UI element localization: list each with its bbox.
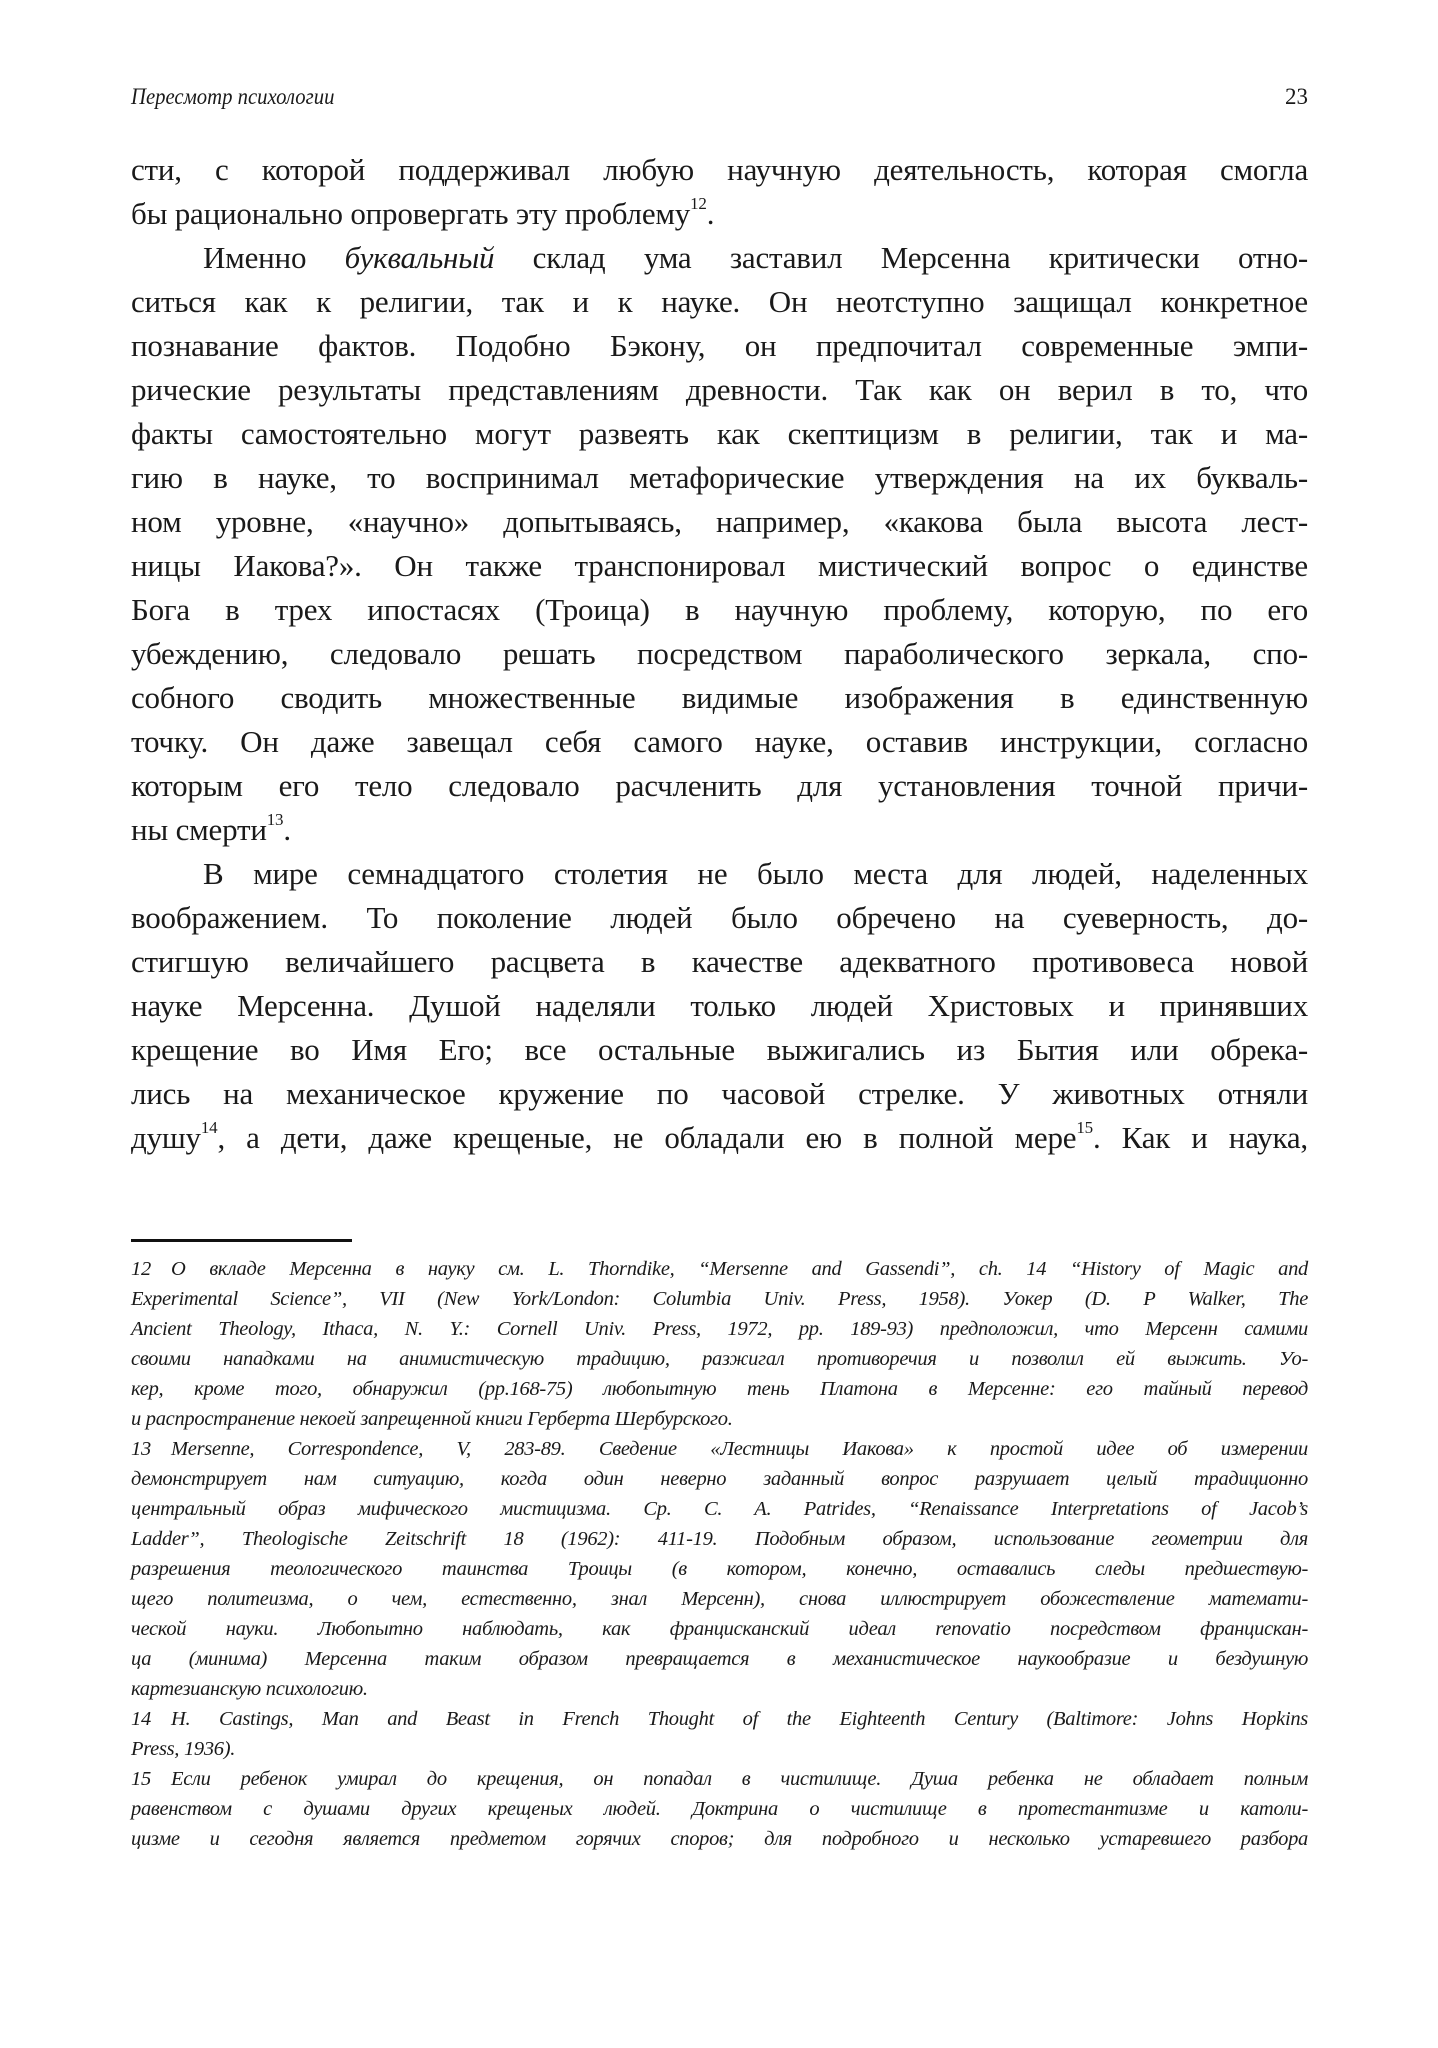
footnote-line: [131, 1674, 1308, 1704]
footnote-line: [131, 1344, 1308, 1374]
line-text: стигшую величайшего расцвета в качестве адекватного противовеса новой: [131, 944, 1308, 979]
footnote-text: кер, кроме того, обнаружил (pp.168-75) любопытную тень Платона в Мерсенне: его тайный перевод: [131, 1378, 1308, 1400]
footnote-text: Mersenne, Correspondence, V, 283-89. Сведение «Лестницы Иакова» к простой идее об измерении: [171, 1438, 1308, 1460]
line-inner: [131, 1116, 1308, 1160]
line-text: ном уровне, «научно» допытываясь, например, «какова была высота лест-: [131, 504, 1308, 539]
line-inner: [131, 1584, 1308, 1614]
line-text: бы рационально опровергать эту проблему: [131, 196, 691, 231]
body-line: [131, 1028, 1308, 1072]
footnote-ref[interactable]: 14: [200, 1117, 218, 1137]
line-text: воображением. То поколение людей было обречено на суеверность, до-: [131, 900, 1308, 935]
footnote-text: своими нападками на анимистическую традицию, разжигал противоречия и позволил ей выжить. Уо-: [131, 1348, 1308, 1370]
page-number: 23: [1285, 84, 1308, 109]
footnote-text: щего политеизма, о чем, естественно, знал Мерсенн), снова иллюстрирует обожествление математи-: [131, 1588, 1308, 1610]
line-inner: [131, 192, 714, 236]
line-inner: [131, 1434, 1308, 1464]
line-inner: [131, 280, 1308, 324]
line-inner: [131, 1314, 1308, 1344]
line-inner: [131, 1824, 1308, 1854]
footnote-text: Ancient Theology, Ithaca, N. Y.: Cornell Univ. Press, 1972, pp. 189-93) предположил, что Мерсенн самими: [131, 1318, 1308, 1340]
line-inner: [131, 456, 1308, 500]
line-text: лись на механическое кружение по часовой стрелке. У животных отняли: [131, 1076, 1308, 1111]
line-inner: [131, 764, 1308, 808]
line-text: Именно: [203, 240, 345, 275]
line-text: науке Мерсенна. Душой наделяли только людей Христовых и принявших: [131, 988, 1308, 1023]
line-inner: [203, 852, 1308, 896]
line-text: душу: [131, 1120, 201, 1155]
body-line: [131, 148, 1308, 192]
line-inner: [131, 1464, 1308, 1494]
footnote-ref[interactable]: 15: [1076, 1117, 1093, 1137]
line-text: сти, с которой поддерживал любую научную деятельность, которая смогла: [131, 152, 1308, 187]
footnote-text: H. Castings, Man and Beast in French Thought of the Eighteenth Century (Baltimore: Johns Hopkins: [171, 1708, 1308, 1730]
body-line: [131, 632, 1308, 676]
footnote-text: и распространение некоей запрещенной книги Герберта Шербурского.: [131, 1408, 733, 1430]
body-line: [131, 676, 1308, 720]
body-line: [131, 896, 1308, 940]
body-line: [131, 368, 1308, 412]
line-text: крещение во Имя Его; все остальные выжигались из Бытия или обрека-: [131, 1032, 1308, 1067]
footnote-text: О вкладе Мерсенна в науку см. L. Thorndike, “Mersenne and Gassendi”, ch. 14 “History of Magic and: [171, 1258, 1308, 1280]
body-line: [131, 500, 1308, 544]
line-inner: [131, 984, 1308, 1028]
line-text: . Как и наука,: [1092, 1120, 1308, 1155]
footnote-line: [131, 1554, 1308, 1584]
body-line: [131, 984, 1308, 1028]
line-inner: [131, 500, 1308, 544]
line-text: которым его тело следовало расчленить для установления точной причи-: [131, 768, 1308, 803]
line-inner: [131, 368, 1308, 412]
footnote-line: [131, 1704, 1308, 1734]
body-line: [131, 456, 1308, 500]
body-line: [131, 412, 1308, 456]
line-text: собного сводить множественные видимые изображения в единственную: [131, 680, 1308, 715]
line-inner: [203, 236, 1308, 280]
footnote-ref[interactable]: 12: [690, 193, 707, 213]
line-inner: [131, 940, 1308, 984]
footnote-line: [131, 1374, 1308, 1404]
footnote-text: центральный образ мифического мистицизма. Ср. C. A. Patrides, “Renaissance Interpretations of Jacob’s: [131, 1498, 1308, 1520]
line-text: гию в науке, то воспринимал метафорические утверждения на их букваль-: [131, 460, 1308, 495]
footnotes: [131, 1254, 1308, 1854]
body-line: [131, 808, 1308, 852]
line-inner: [131, 1344, 1308, 1374]
body-line: [131, 940, 1308, 984]
footnote-line: [131, 1794, 1308, 1824]
line-text: .: [283, 812, 291, 847]
line-inner: [131, 1524, 1308, 1554]
footnote-number: 13: [131, 1438, 151, 1460]
footnote-ref[interactable]: 13: [266, 809, 284, 829]
line-inner: [131, 1028, 1308, 1072]
line-text: убеждению, следовало решать посредством параболического зеркала, спо-: [131, 636, 1308, 671]
line-text: В мире семнадцатого столетия не было места для людей, наделенных: [203, 856, 1308, 891]
line-inner: [131, 544, 1308, 588]
line-text: ситься как к религии, так и к науке. Он неотступно защищал конкретное: [131, 284, 1308, 319]
line-inner: [131, 1072, 1308, 1116]
body-text: [131, 148, 1308, 1160]
footnote-text: разрешения теологического таинства Троицы (в котором, конечно, оставались следы предшествую-: [131, 1558, 1308, 1580]
footnote-text: ца (минима) Мерсенна таким образом превращается в механистическое наукообразие и бездушную: [131, 1648, 1308, 1670]
line-inner: [131, 676, 1308, 720]
line-inner: [131, 588, 1308, 632]
footnote-line: [131, 1734, 1308, 1764]
footnote-line: [131, 1494, 1308, 1524]
footnote-separator: [131, 1239, 352, 1242]
body-line: [131, 192, 1308, 236]
footnote-line: [131, 1584, 1308, 1614]
footnote-line: [131, 1824, 1308, 1854]
line-inner: [131, 632, 1308, 676]
footnote-text: картезианскую психологию.: [131, 1678, 368, 1700]
footnote-line: [131, 1254, 1308, 1284]
body-line: [131, 280, 1308, 324]
line-inner: [131, 324, 1308, 368]
body-line: [131, 852, 1308, 896]
line-inner: [131, 1374, 1308, 1404]
line-inner: [131, 1734, 235, 1764]
line-text: ны смерти: [131, 812, 267, 847]
footnote-line: [131, 1614, 1308, 1644]
footnote-text: равенством с душами других крещеных людей. Доктрина о чистилище в протестантизме и католи-: [131, 1798, 1308, 1820]
line-inner: [131, 1674, 368, 1704]
line-inner: [131, 1494, 1308, 1524]
footnote-line: [131, 1524, 1308, 1554]
line-inner: [131, 1554, 1308, 1584]
emphasis: буквальный: [344, 240, 495, 275]
body-line: [131, 324, 1308, 368]
footnote-line: [131, 1404, 1308, 1434]
line-text: факты самостоятельно могут развеять как скептицизм в религии, так и ма-: [131, 416, 1308, 451]
line-inner: [131, 1764, 1308, 1794]
body-line: [131, 544, 1308, 588]
body-line: [131, 764, 1308, 808]
line-inner: [131, 1614, 1308, 1644]
line-text: ницы Иакова?». Он также транспонировал мистический вопрос о единстве: [131, 548, 1308, 583]
body-line: [131, 720, 1308, 764]
footnote-number: 15: [131, 1768, 151, 1790]
footnote-line: [131, 1434, 1308, 1464]
footnote-text: Press, 1936).: [131, 1738, 236, 1760]
body-line: [131, 1072, 1308, 1116]
footnote-text: демонстрирует нам ситуацию, когда один неверно заданный вопрос разрушает целый традиционно: [131, 1468, 1308, 1490]
line-inner: [131, 1704, 1308, 1734]
line-inner: [131, 1644, 1308, 1674]
running-head: [131, 84, 1308, 116]
line-text: Бога в трех ипостасях (Троица) в научную проблему, которую, по его: [131, 592, 1308, 627]
line-text: рические результаты представлениям древности. Так как он верил в то, что: [131, 372, 1308, 407]
body-line: [131, 588, 1308, 632]
footnote-text: ческой науки. Любопытно наблюдать, как францисканский идеал renovatio посредством францискан-: [131, 1618, 1308, 1640]
line-inner: [131, 1254, 1308, 1284]
line-text: , а дети, даже крещеные, не обладали ею в полной мере: [217, 1120, 1077, 1155]
footnote-line: [131, 1764, 1308, 1794]
body-line: [131, 1116, 1308, 1160]
footnote-text: Experimental Science”, VII (New York/London: Columbia Univ. Press, 1958). Уокер (D. P Walker, The: [131, 1288, 1308, 1310]
footnote-number: 12: [131, 1258, 151, 1280]
footnote-text: Если ребенок умирал до крещения, он попадал в чистилище. Душа ребенка не обладает полным: [171, 1768, 1308, 1790]
body-line: [131, 236, 1308, 280]
line-inner: [131, 1404, 733, 1434]
line-inner: [131, 1284, 1308, 1314]
line-inner: [131, 720, 1308, 764]
footnote-text: цизме и сегодня является предметом горячих споров; для подробного и несколько устаревшего разбора: [131, 1828, 1308, 1850]
line-inner: [131, 412, 1308, 456]
line-inner: [131, 896, 1308, 940]
line-text: точку. Он даже завещал себя самого науке, оставив инструкции, согласно: [131, 724, 1308, 759]
footnote-number: 14: [131, 1708, 151, 1730]
footnote-line: [131, 1284, 1308, 1314]
footnote-line: [131, 1464, 1308, 1494]
footnote-text: Ladder”, Theologische Zeitschrift 18 (1962): 411-19. Подобным образом, использование геометрии для: [131, 1528, 1308, 1550]
line-text: познавание фактов. Подобно Бэкону, он предпочитал современные эмпи-: [131, 328, 1308, 363]
running-title: Пересмотр психологии: [131, 84, 335, 109]
line-text: .: [706, 196, 715, 231]
line-inner: [131, 1794, 1308, 1824]
footnote-line: [131, 1644, 1308, 1674]
line-inner: [131, 148, 1308, 192]
footnote-line: [131, 1314, 1308, 1344]
line-inner: [131, 808, 291, 852]
line-text: склад ума заставил Мерсенна критически отно-: [494, 240, 1308, 275]
